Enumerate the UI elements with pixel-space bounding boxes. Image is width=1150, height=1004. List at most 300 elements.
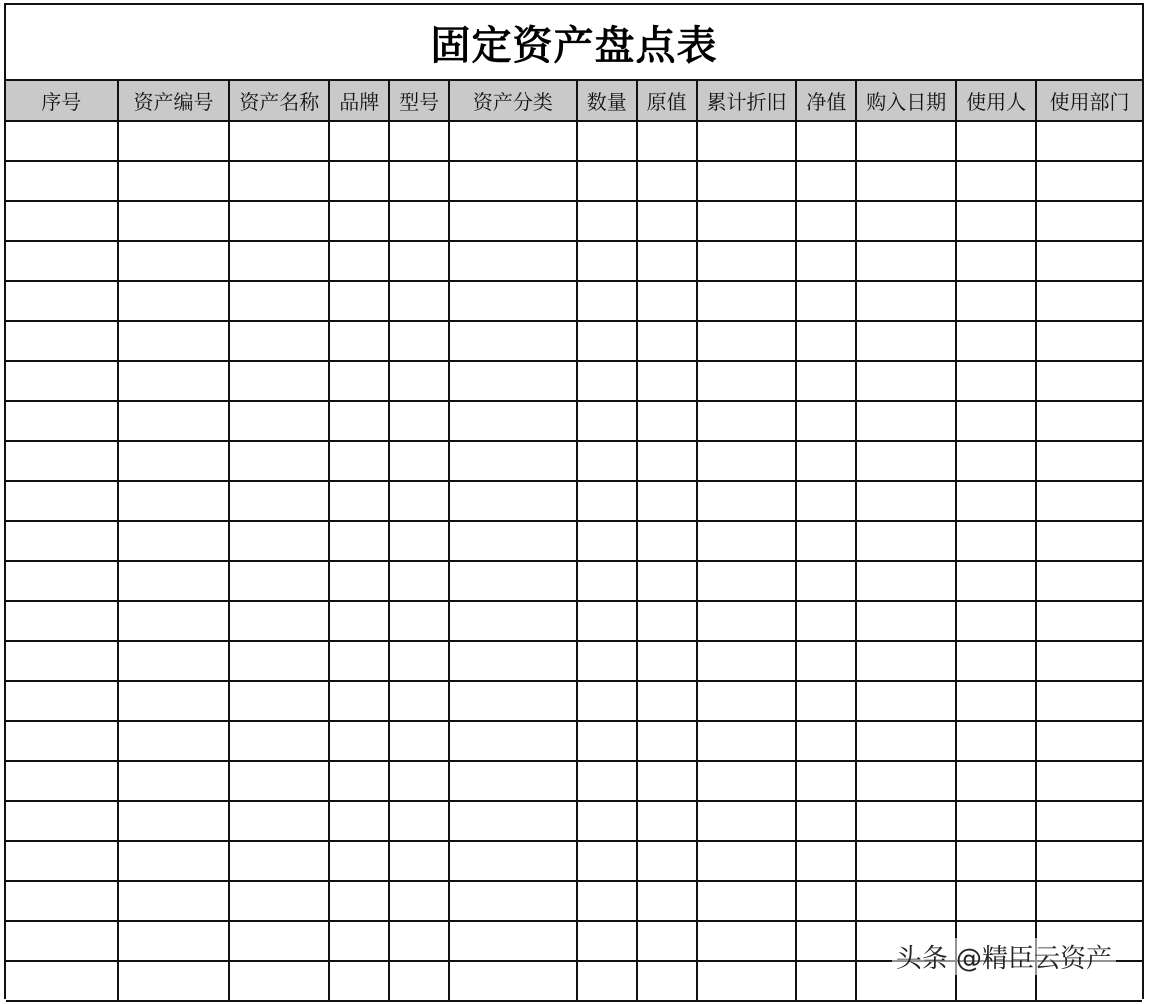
col-header-asset-code: 资产编号	[118, 81, 230, 121]
table-cell[interactable]	[118, 361, 230, 401]
watermark: 头条 @精臣云资产	[892, 938, 1116, 975]
table-cell[interactable]	[577, 921, 637, 961]
table-cell[interactable]	[856, 681, 956, 721]
table-cell[interactable]	[6, 441, 118, 481]
table-cell[interactable]	[697, 361, 797, 401]
table-cell[interactable]	[329, 961, 389, 1001]
table-cell[interactable]	[956, 321, 1036, 361]
table-cell[interactable]	[118, 321, 230, 361]
table-cell[interactable]	[796, 481, 856, 521]
table-cell[interactable]	[6, 361, 118, 401]
table-cell[interactable]	[6, 641, 118, 681]
table-cell[interactable]	[6, 961, 118, 1001]
table-cell[interactable]	[449, 401, 577, 441]
table-cell[interactable]	[329, 241, 389, 281]
table-cell[interactable]	[697, 321, 797, 361]
table-cell[interactable]	[329, 681, 389, 721]
table-cell[interactable]	[796, 441, 856, 481]
table-cell[interactable]	[796, 681, 856, 721]
table-cell[interactable]	[389, 521, 449, 561]
table-cell[interactable]	[796, 401, 856, 441]
table-cell[interactable]	[856, 521, 956, 561]
table-cell[interactable]	[956, 481, 1036, 521]
table-cell[interactable]	[577, 961, 637, 1001]
table-cell[interactable]	[449, 321, 577, 361]
table-cell[interactable]	[229, 201, 329, 241]
col-header-brand: 品牌	[329, 81, 389, 121]
table-cell[interactable]	[389, 321, 449, 361]
table-cell[interactable]	[956, 441, 1036, 481]
table-cell[interactable]	[796, 281, 856, 321]
table-cell[interactable]	[697, 561, 797, 601]
table-cell[interactable]	[697, 601, 797, 641]
table-cell[interactable]	[637, 401, 697, 441]
table-row	[6, 881, 1142, 921]
table-cell[interactable]	[329, 601, 389, 641]
table-cell[interactable]	[6, 601, 118, 641]
table-cell[interactable]	[389, 841, 449, 881]
table-cell[interactable]	[637, 281, 697, 321]
table-cell[interactable]	[1036, 481, 1142, 521]
table-row	[6, 721, 1142, 761]
table-cell[interactable]	[796, 801, 856, 841]
table-cell[interactable]	[856, 601, 956, 641]
table-cell[interactable]	[956, 841, 1036, 881]
table-cell[interactable]	[389, 801, 449, 841]
table-cell[interactable]	[637, 121, 697, 161]
table-cell[interactable]	[229, 481, 329, 521]
table-cell[interactable]	[697, 921, 797, 961]
col-header-net-value: 净值	[796, 81, 856, 121]
table-cell[interactable]	[449, 601, 577, 641]
table-cell[interactable]	[796, 161, 856, 201]
table-cell[interactable]	[329, 801, 389, 841]
table-cell[interactable]	[6, 481, 118, 521]
table-cell[interactable]	[577, 161, 637, 201]
table-cell[interactable]	[856, 441, 956, 481]
table-cell[interactable]	[956, 721, 1036, 761]
table-cell[interactable]	[577, 241, 637, 281]
table-cell[interactable]	[697, 121, 797, 161]
table-cell[interactable]	[389, 361, 449, 401]
table-cell[interactable]	[449, 481, 577, 521]
table-cell[interactable]	[856, 241, 956, 281]
table-cell[interactable]	[956, 201, 1036, 241]
table-cell[interactable]	[856, 201, 956, 241]
table-cell[interactable]	[956, 241, 1036, 281]
table-cell[interactable]	[577, 281, 637, 321]
table-cell[interactable]	[6, 801, 118, 841]
table-row	[6, 641, 1142, 681]
table-cell[interactable]	[1036, 281, 1142, 321]
table-cell[interactable]	[389, 761, 449, 801]
col-header-user: 使用人	[956, 81, 1036, 121]
table-cell[interactable]	[697, 481, 797, 521]
table-cell[interactable]	[796, 841, 856, 881]
table-cell[interactable]	[1036, 681, 1142, 721]
table-cell[interactable]	[1036, 721, 1142, 761]
table-cell[interactable]	[329, 881, 389, 921]
table-cell[interactable]	[637, 921, 697, 961]
table-cell[interactable]	[856, 721, 956, 761]
table-cell[interactable]	[697, 681, 797, 721]
table-cell[interactable]	[229, 321, 329, 361]
table-cell[interactable]	[6, 761, 118, 801]
table-cell[interactable]	[329, 281, 389, 321]
table-cell[interactable]	[577, 361, 637, 401]
table-cell[interactable]	[449, 561, 577, 601]
table-cell[interactable]	[329, 641, 389, 681]
table-cell[interactable]	[637, 601, 697, 641]
table-cell[interactable]	[796, 601, 856, 641]
table-cell[interactable]	[1036, 361, 1142, 401]
table-cell[interactable]	[118, 721, 230, 761]
table-cell[interactable]	[577, 401, 637, 441]
table-cell[interactable]	[6, 321, 118, 361]
table-cell[interactable]	[6, 921, 118, 961]
table-cell[interactable]	[229, 161, 329, 201]
table-cell[interactable]	[6, 681, 118, 721]
table-cell[interactable]	[1036, 441, 1142, 481]
table-cell[interactable]	[389, 441, 449, 481]
table-cell[interactable]	[389, 201, 449, 241]
table-cell[interactable]	[637, 441, 697, 481]
table-cell[interactable]	[697, 881, 797, 921]
table-cell[interactable]	[329, 401, 389, 441]
table-cell[interactable]	[577, 641, 637, 681]
table-cell[interactable]	[637, 161, 697, 201]
table-cell[interactable]	[389, 161, 449, 201]
table-cell[interactable]	[118, 801, 230, 841]
table-cell[interactable]	[329, 761, 389, 801]
table-cell[interactable]	[637, 721, 697, 761]
table-cell[interactable]	[697, 241, 797, 281]
table-cell[interactable]	[389, 641, 449, 681]
table-cell[interactable]	[118, 241, 230, 281]
table-cell[interactable]	[637, 881, 697, 921]
table-cell[interactable]	[6, 401, 118, 441]
table-cell[interactable]	[118, 881, 230, 921]
table-cell[interactable]	[956, 521, 1036, 561]
table-cell[interactable]	[637, 641, 697, 681]
table-cell[interactable]	[1036, 641, 1142, 681]
table-cell[interactable]	[697, 841, 797, 881]
table-cell[interactable]	[449, 361, 577, 401]
table-cell[interactable]	[577, 441, 637, 481]
table-cell[interactable]	[956, 641, 1036, 681]
table-cell[interactable]	[796, 521, 856, 561]
table-cell[interactable]	[229, 361, 329, 401]
table-cell[interactable]	[449, 201, 577, 241]
table-cell[interactable]	[577, 321, 637, 361]
table-cell[interactable]	[449, 681, 577, 721]
table-cell[interactable]	[229, 601, 329, 641]
table-cell[interactable]	[856, 561, 956, 601]
table-cell[interactable]	[229, 401, 329, 441]
table-cell[interactable]	[577, 481, 637, 521]
col-header-purchase-date: 购入日期	[856, 81, 956, 121]
table-cell[interactable]	[697, 161, 797, 201]
table-cell[interactable]	[637, 321, 697, 361]
table-cell[interactable]	[577, 801, 637, 841]
table-cell[interactable]	[956, 281, 1036, 321]
table-cell[interactable]	[6, 841, 118, 881]
table-cell[interactable]	[637, 241, 697, 281]
table-cell[interactable]	[697, 961, 797, 1001]
table-cell[interactable]	[118, 601, 230, 641]
table-cell[interactable]	[856, 481, 956, 521]
table-cell[interactable]	[637, 201, 697, 241]
table-cell[interactable]	[1036, 121, 1142, 161]
table-cell[interactable]	[856, 801, 956, 841]
table-cell[interactable]	[449, 281, 577, 321]
table-row	[6, 201, 1142, 241]
table-cell[interactable]	[577, 681, 637, 721]
table-cell[interactable]	[796, 961, 856, 1001]
table-cell[interactable]	[796, 121, 856, 161]
table-cell[interactable]	[956, 881, 1036, 921]
table-cell[interactable]	[856, 281, 956, 321]
table-row	[6, 281, 1142, 321]
table-cell[interactable]	[856, 121, 956, 161]
table-cell[interactable]	[796, 761, 856, 801]
table-cell[interactable]	[449, 121, 577, 161]
table-cell[interactable]	[577, 721, 637, 761]
table-cell[interactable]	[329, 321, 389, 361]
header-row	[6, 81, 1142, 121]
table-cell[interactable]	[956, 801, 1036, 841]
table-cell[interactable]	[1036, 321, 1142, 361]
table-cell[interactable]	[389, 481, 449, 521]
table-cell[interactable]	[329, 201, 389, 241]
table-cell[interactable]	[637, 561, 697, 601]
table-cell[interactable]	[697, 281, 797, 321]
table-cell[interactable]	[956, 561, 1036, 601]
table-cell[interactable]	[118, 281, 230, 321]
table-cell[interactable]	[389, 961, 449, 1001]
table-cell[interactable]	[956, 601, 1036, 641]
table-cell[interactable]	[389, 401, 449, 441]
table-cell[interactable]	[6, 881, 118, 921]
table-cell[interactable]	[697, 761, 797, 801]
table-cell[interactable]	[118, 441, 230, 481]
table-cell[interactable]	[449, 521, 577, 561]
table-cell[interactable]	[6, 121, 118, 161]
table-row	[6, 401, 1142, 441]
table-cell[interactable]	[577, 121, 637, 161]
table-cell[interactable]	[389, 281, 449, 321]
table-cell[interactable]	[449, 241, 577, 281]
table-cell[interactable]	[118, 521, 230, 561]
table-cell[interactable]	[449, 761, 577, 801]
table-cell[interactable]	[329, 361, 389, 401]
table-cell[interactable]	[389, 681, 449, 721]
table-cell[interactable]	[796, 241, 856, 281]
table-cell[interactable]	[1036, 241, 1142, 281]
table-cell[interactable]	[697, 441, 797, 481]
table-cell[interactable]	[697, 721, 797, 761]
table-cell[interactable]	[449, 801, 577, 841]
table-cell[interactable]	[329, 161, 389, 201]
table-cell[interactable]	[577, 201, 637, 241]
table-cell[interactable]	[796, 561, 856, 601]
table-cell[interactable]	[577, 761, 637, 801]
table-cell[interactable]	[118, 921, 230, 961]
table-cell[interactable]	[796, 361, 856, 401]
table-cell[interactable]	[1036, 841, 1142, 881]
col-header-index: 序号	[6, 81, 118, 121]
table-cell[interactable]	[6, 241, 118, 281]
table-cell[interactable]	[637, 761, 697, 801]
table-cell[interactable]	[118, 161, 230, 201]
table-cell[interactable]	[229, 801, 329, 841]
table-cell[interactable]	[329, 441, 389, 481]
table-cell[interactable]	[637, 841, 697, 881]
table-cell[interactable]	[956, 401, 1036, 441]
table-cell[interactable]	[6, 521, 118, 561]
table-cell[interactable]	[577, 561, 637, 601]
table-cell[interactable]	[229, 281, 329, 321]
table-cell[interactable]	[229, 241, 329, 281]
table-cell[interactable]	[118, 401, 230, 441]
table-cell[interactable]	[229, 841, 329, 881]
table-cell[interactable]	[229, 121, 329, 161]
table-cell[interactable]	[1036, 201, 1142, 241]
col-header-asset-name: 资产名称	[229, 81, 329, 121]
table-cell[interactable]	[956, 681, 1036, 721]
table-row	[6, 841, 1142, 881]
table-cell[interactable]	[118, 961, 230, 1001]
table-cell[interactable]	[697, 801, 797, 841]
table-cell[interactable]	[449, 721, 577, 761]
table-cell[interactable]	[329, 561, 389, 601]
table-cell[interactable]	[449, 161, 577, 201]
table-cell[interactable]	[697, 641, 797, 681]
table-cell[interactable]	[6, 161, 118, 201]
table-cell[interactable]	[118, 641, 230, 681]
table-cell[interactable]	[796, 201, 856, 241]
table-cell[interactable]	[956, 761, 1036, 801]
table-cell[interactable]	[449, 441, 577, 481]
table-cell[interactable]	[118, 121, 230, 161]
table-cell[interactable]	[389, 241, 449, 281]
table-cell[interactable]	[577, 881, 637, 921]
table-cell[interactable]	[449, 921, 577, 961]
table-cell[interactable]	[637, 681, 697, 721]
table-cell[interactable]	[637, 481, 697, 521]
table-cell[interactable]	[1036, 561, 1142, 601]
table-cell[interactable]	[229, 681, 329, 721]
table-cell[interactable]	[856, 881, 956, 921]
table-cell[interactable]	[796, 921, 856, 961]
table-row	[6, 481, 1142, 521]
table-cell[interactable]	[229, 881, 329, 921]
table-cell[interactable]	[637, 361, 697, 401]
table-cell[interactable]	[856, 321, 956, 361]
table-cell[interactable]	[449, 881, 577, 921]
table-cell[interactable]	[1036, 761, 1142, 801]
table-cell[interactable]	[229, 441, 329, 481]
table-cell[interactable]	[229, 961, 329, 1001]
table-cell[interactable]	[856, 761, 956, 801]
table-cell[interactable]	[329, 481, 389, 521]
table-cell[interactable]	[118, 201, 230, 241]
table-cell[interactable]	[1036, 521, 1142, 561]
table-cell[interactable]	[956, 361, 1036, 401]
table-cell[interactable]	[1036, 401, 1142, 441]
table-cell[interactable]	[956, 121, 1036, 161]
table-cell[interactable]	[856, 841, 956, 881]
table-cell[interactable]	[6, 561, 118, 601]
table-cell[interactable]	[956, 161, 1036, 201]
table-cell[interactable]	[329, 521, 389, 561]
table-cell[interactable]	[229, 641, 329, 681]
table-cell[interactable]	[856, 161, 956, 201]
table-cell[interactable]	[118, 681, 230, 721]
table-cell[interactable]	[6, 201, 118, 241]
table-cell[interactable]	[577, 521, 637, 561]
table-cell[interactable]	[118, 841, 230, 881]
table-cell[interactable]	[1036, 161, 1142, 201]
table-cell[interactable]	[449, 641, 577, 681]
table-cell[interactable]	[389, 121, 449, 161]
table-cell[interactable]	[637, 961, 697, 1001]
table-cell[interactable]	[577, 841, 637, 881]
table-cell[interactable]	[856, 361, 956, 401]
table-cell[interactable]	[856, 641, 956, 681]
table-cell[interactable]	[796, 721, 856, 761]
table-cell[interactable]	[6, 721, 118, 761]
table-cell[interactable]	[229, 761, 329, 801]
table-cell[interactable]	[329, 121, 389, 161]
table-cell[interactable]	[637, 521, 697, 561]
table-cell[interactable]	[577, 601, 637, 641]
table-cell[interactable]	[389, 601, 449, 641]
table-cell[interactable]	[118, 761, 230, 801]
table-cell[interactable]	[389, 881, 449, 921]
table-cell[interactable]	[118, 561, 230, 601]
table-cell[interactable]	[1036, 881, 1142, 921]
table-cell[interactable]	[449, 841, 577, 881]
table-cell[interactable]	[229, 561, 329, 601]
table-cell[interactable]	[796, 641, 856, 681]
table-cell[interactable]	[697, 521, 797, 561]
table-cell[interactable]	[796, 881, 856, 921]
table-cell[interactable]	[856, 401, 956, 441]
col-header-model: 型号	[389, 81, 449, 121]
table-cell[interactable]	[449, 961, 577, 1001]
table-cell[interactable]	[389, 561, 449, 601]
table-cell[interactable]	[6, 281, 118, 321]
table-cell[interactable]	[229, 921, 329, 961]
table-cell[interactable]	[697, 401, 797, 441]
inventory-sheet	[4, 3, 1144, 999]
table-cell[interactable]	[229, 521, 329, 561]
table-cell[interactable]	[1036, 801, 1142, 841]
table-cell[interactable]	[329, 721, 389, 761]
table-cell[interactable]	[389, 921, 449, 961]
table-cell[interactable]	[796, 321, 856, 361]
table-cell[interactable]	[637, 801, 697, 841]
table-cell[interactable]	[329, 921, 389, 961]
table-cell[interactable]	[118, 481, 230, 521]
table-cell[interactable]	[329, 841, 389, 881]
table-row	[6, 321, 1142, 361]
table-cell[interactable]	[697, 201, 797, 241]
table-cell[interactable]	[1036, 601, 1142, 641]
table-cell[interactable]	[229, 721, 329, 761]
table-cell[interactable]	[389, 721, 449, 761]
